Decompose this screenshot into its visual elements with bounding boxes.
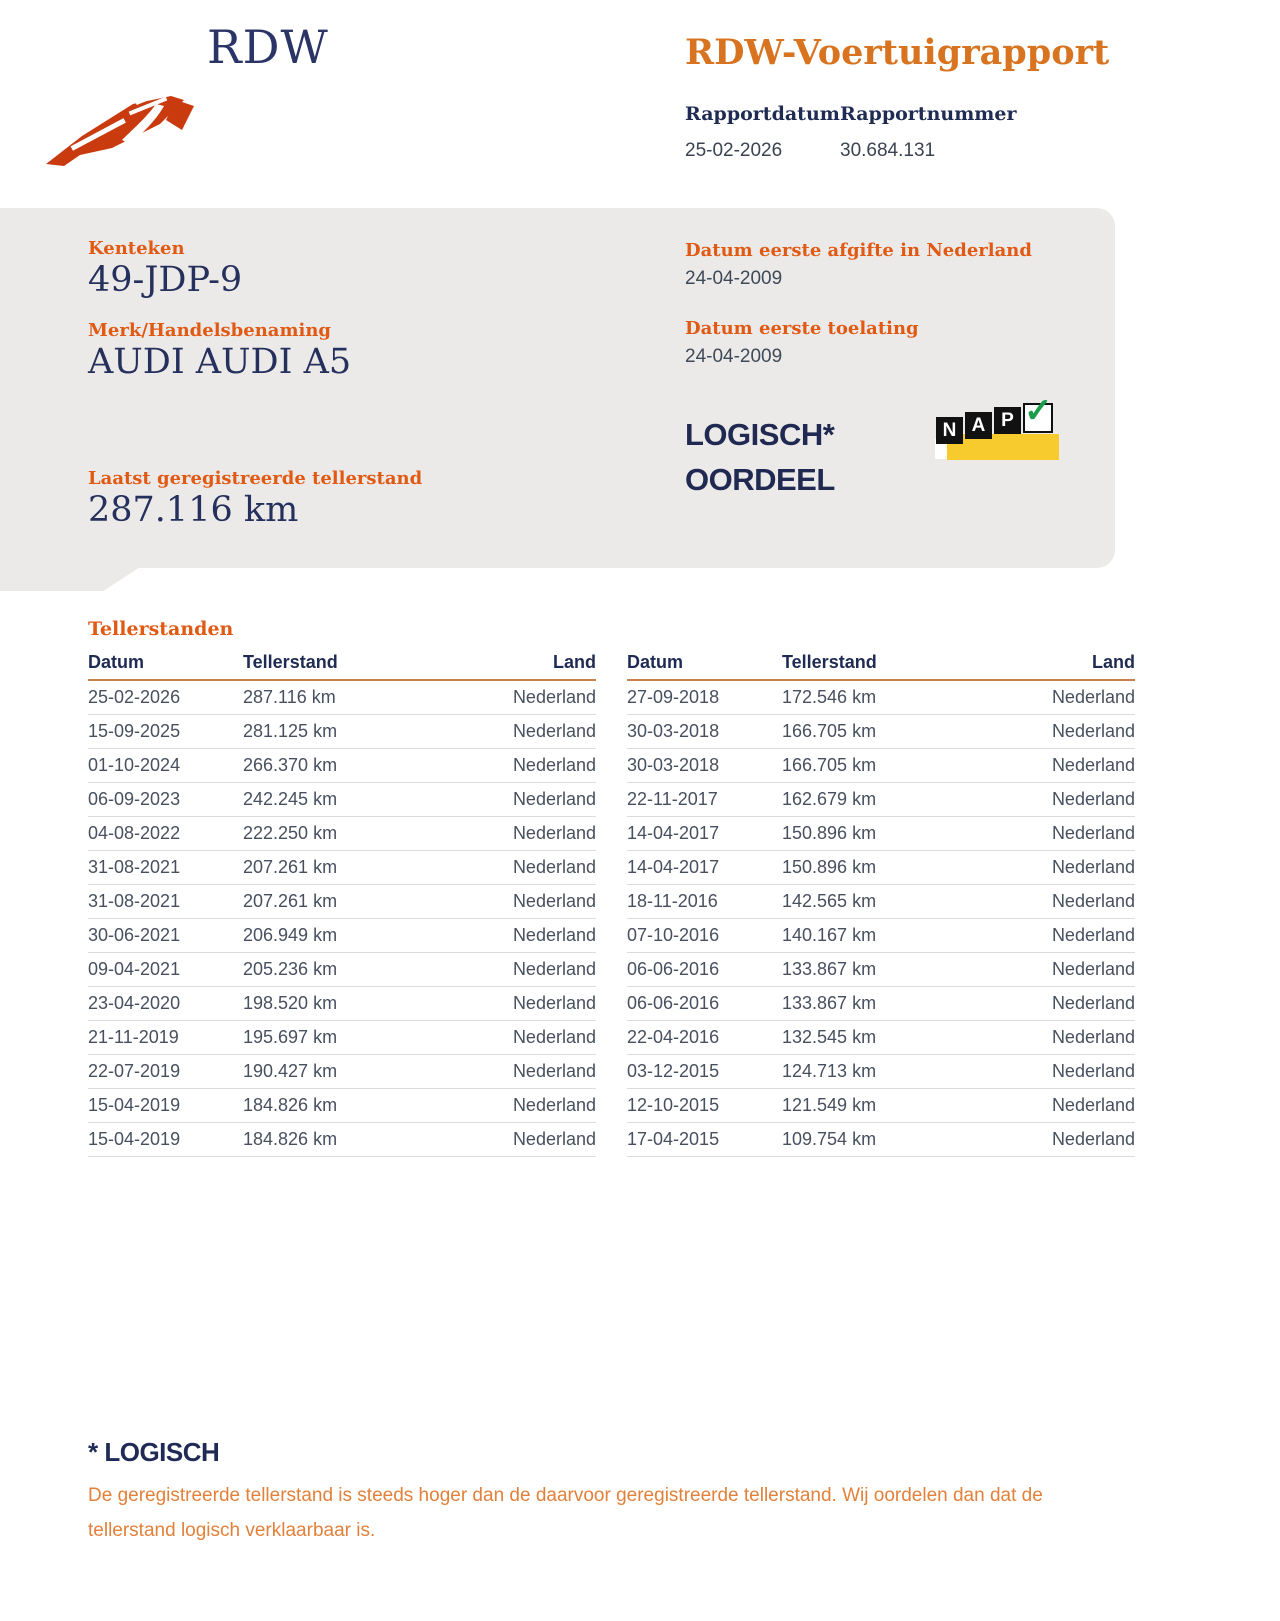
- col-header-tellerstand: Tellerstand: [243, 652, 338, 672]
- cell-datum: 03-12-2015: [627, 1061, 720, 1081]
- col-header-datum: Datum: [88, 652, 145, 672]
- cell-tellerstand: 184.826 km: [243, 1095, 338, 1115]
- nap-logo: [935, 392, 1060, 463]
- cell-land: Nederland: [512, 891, 596, 911]
- page-title: RDW-Voertuigrapport: [685, 32, 1110, 73]
- col-header-datum: Datum: [627, 652, 684, 672]
- table-row: [627, 681, 1135, 715]
- cell-land: Nederland: [1051, 755, 1135, 775]
- cell-datum: 01-10-2024: [88, 755, 181, 775]
- cell-datum: 22-04-2016: [627, 1027, 720, 1047]
- cell-land: Nederland: [512, 857, 596, 877]
- cell-land: Nederland: [512, 755, 596, 775]
- table-row: [627, 919, 1135, 953]
- table-row: [88, 783, 596, 817]
- table-row: [627, 1021, 1135, 1055]
- table-row: [627, 851, 1135, 885]
- cell-datum: 14-04-2017: [627, 823, 720, 843]
- table-row: [627, 817, 1135, 851]
- cell-tellerstand: 195.697 km: [243, 1027, 338, 1047]
- cell-land: Nederland: [1051, 789, 1135, 809]
- cell-datum: 06-06-2016: [627, 959, 720, 979]
- table-row: [88, 681, 596, 715]
- footnote-title: * LOGISCH: [88, 1437, 220, 1467]
- tellerstand-label: Laatst geregistreerde tellerstand: [88, 468, 423, 489]
- nap-tile-n: N: [936, 417, 963, 444]
- cell-tellerstand: 121.549 km: [782, 1095, 877, 1115]
- cell-land: Nederland: [1051, 925, 1135, 945]
- cell-land: Nederland: [512, 721, 596, 741]
- tellerstanden-table-right: [627, 652, 1135, 1157]
- cell-datum: 22-07-2019: [88, 1061, 181, 1081]
- footnote-text: De geregistreerde tellerstand is steeds hoger dan de daarvoor geregistreerde tellerstand. Wij oordelen dan dat de tellerstand logisch verklaarbaar is.: [88, 1485, 1043, 1541]
- cell-datum: 06-06-2016: [627, 993, 720, 1013]
- afgifte-value: 24-04-2009: [685, 268, 783, 289]
- cell-tellerstand: 207.261 km: [243, 857, 338, 877]
- col-header-land: Land: [1092, 652, 1135, 672]
- table-row: [627, 1089, 1135, 1123]
- cell-tellerstand: 222.250 km: [243, 823, 338, 843]
- table-row: [88, 953, 596, 987]
- check-icon: ✓: [1024, 392, 1053, 430]
- report-number-label: Rapportnummer: [840, 103, 1017, 125]
- table-row: [88, 919, 596, 953]
- cell-tellerstand: 166.705 km: [782, 755, 877, 775]
- cell-datum: 06-09-2023: [88, 789, 181, 809]
- cell-datum: 04-08-2022: [88, 823, 181, 843]
- table-row: [627, 987, 1135, 1021]
- toelating-value: 24-04-2009: [685, 346, 783, 367]
- cell-tellerstand: 205.236 km: [243, 959, 338, 979]
- cell-datum: 21-11-2019: [88, 1027, 179, 1047]
- cell-datum: 30-03-2018: [627, 721, 720, 741]
- verdict-value: LOGISCH*: [685, 417, 835, 452]
- afgifte-label: Datum eerste afgifte in Nederland: [685, 240, 1032, 261]
- cell-tellerstand: 132.545 km: [782, 1027, 877, 1047]
- table-row: [88, 1055, 596, 1089]
- cell-tellerstand: 242.245 km: [243, 789, 338, 809]
- cell-land: Nederland: [512, 1061, 596, 1081]
- table-row: [627, 715, 1135, 749]
- cell-tellerstand: 166.705 km: [782, 721, 877, 741]
- cell-land: Nederland: [512, 687, 596, 707]
- cell-tellerstand: 190.427 km: [243, 1061, 338, 1081]
- cell-land: Nederland: [512, 925, 596, 945]
- tellerstanden-table-left: [88, 652, 596, 1157]
- cell-land: Nederland: [1051, 823, 1135, 843]
- cell-tellerstand: 109.754 km: [782, 1129, 877, 1149]
- table-row: [627, 783, 1135, 817]
- cell-land: Nederland: [512, 993, 596, 1013]
- cell-land: Nederland: [1051, 1061, 1135, 1081]
- cell-land: Nederland: [1051, 857, 1135, 877]
- cell-land: Nederland: [1051, 687, 1135, 707]
- col-header-land: Land: [553, 652, 596, 672]
- report-date-label: Rapportdatum: [685, 103, 840, 125]
- cell-land: Nederland: [1051, 959, 1135, 979]
- cell-tellerstand: 281.125 km: [243, 721, 338, 741]
- cell-datum: 22-11-2017: [627, 789, 718, 809]
- cell-land: Nederland: [1051, 1095, 1135, 1115]
- cell-tellerstand: 266.370 km: [243, 755, 338, 775]
- nap-yellow-bar: [947, 434, 1059, 460]
- cell-tellerstand: 287.116 km: [243, 687, 336, 707]
- cell-tellerstand: 162.679 km: [782, 789, 877, 809]
- cell-land: Nederland: [1051, 993, 1135, 1013]
- cell-datum: 25-02-2026: [88, 687, 181, 707]
- cell-tellerstand: 184.826 km: [243, 1129, 338, 1149]
- table-row: [88, 885, 596, 919]
- table-row: [627, 1055, 1135, 1089]
- table-row: [627, 885, 1135, 919]
- table-row: [88, 817, 596, 851]
- cell-tellerstand: 198.520 km: [243, 993, 338, 1013]
- kenteken-label: Kenteken: [88, 238, 185, 259]
- table-row: [88, 749, 596, 783]
- cell-land: Nederland: [1051, 891, 1135, 911]
- report-number-value: 30.684.131: [840, 140, 936, 161]
- cell-datum: 07-10-2016: [627, 925, 720, 945]
- merk-label: Merk/Handelsbenaming: [88, 320, 332, 341]
- table-row: [627, 1123, 1135, 1157]
- cell-tellerstand: 133.867 km: [782, 993, 877, 1013]
- table-row: [627, 953, 1135, 987]
- table-row: [88, 1021, 596, 1055]
- cell-datum: 15-09-2025: [88, 721, 181, 741]
- tellerstand-value: 287.116 km: [88, 490, 299, 530]
- cell-datum: 30-03-2018: [627, 755, 720, 775]
- rdw-flag-icon: [38, 48, 198, 168]
- cell-tellerstand: 172.546 km: [782, 687, 877, 707]
- table-row: [88, 987, 596, 1021]
- cell-datum: 30-06-2021: [88, 925, 181, 945]
- cell-tellerstand: 207.261 km: [243, 891, 338, 911]
- cell-tellerstand: 150.896 km: [782, 857, 877, 877]
- table-header-row: [88, 652, 596, 681]
- cell-land: Nederland: [512, 959, 596, 979]
- summary-panel-tab: [0, 567, 140, 591]
- cell-tellerstand: 142.565 km: [782, 891, 877, 911]
- table-row: [88, 1089, 596, 1123]
- cell-tellerstand: 150.896 km: [782, 823, 877, 843]
- cell-datum: 31-08-2021: [88, 857, 181, 877]
- cell-datum: 31-08-2021: [88, 891, 181, 911]
- merk-value: AUDI AUDI A5: [88, 342, 352, 382]
- kenteken-value: 49-JDP-9: [88, 260, 243, 300]
- report-date-value: 25-02-2026: [685, 140, 783, 161]
- table-header-row: [627, 652, 1135, 681]
- cell-datum: 14-04-2017: [627, 857, 720, 877]
- cell-land: Nederland: [1051, 1129, 1135, 1149]
- cell-land: Nederland: [512, 1027, 596, 1047]
- cell-datum: 18-11-2016: [627, 891, 718, 911]
- toelating-label: Datum eerste toelating: [685, 318, 919, 339]
- cell-datum: 12-10-2015: [627, 1095, 720, 1115]
- cell-datum: 23-04-2020: [88, 993, 181, 1013]
- rdw-logo-text: RDW: [207, 20, 329, 74]
- table-row: [88, 1123, 596, 1157]
- table-row: [88, 851, 596, 885]
- cell-datum: 17-04-2015: [627, 1129, 720, 1149]
- cell-datum: 15-04-2019: [88, 1129, 181, 1149]
- cell-land: Nederland: [512, 823, 596, 843]
- cell-tellerstand: 133.867 km: [782, 959, 877, 979]
- col-header-tellerstand: Tellerstand: [782, 652, 877, 672]
- cell-land: Nederland: [1051, 1027, 1135, 1047]
- verdict-label: OORDEEL: [685, 462, 835, 497]
- cell-land: Nederland: [1051, 721, 1135, 741]
- tellerstanden-section-title: Tellerstanden: [88, 618, 234, 640]
- verdict-block: [685, 412, 835, 502]
- table-row: [627, 749, 1135, 783]
- cell-land: Nederland: [512, 789, 596, 809]
- cell-datum: 09-04-2021: [88, 959, 181, 979]
- nap-tile-p: P: [994, 407, 1021, 434]
- cell-datum: 27-09-2018: [627, 687, 720, 707]
- nap-tile-a: A: [965, 412, 992, 439]
- cell-datum: 15-04-2019: [88, 1095, 181, 1115]
- table-row: [88, 715, 596, 749]
- cell-land: Nederland: [512, 1095, 596, 1115]
- cell-tellerstand: 206.949 km: [243, 925, 338, 945]
- cell-tellerstand: 124.713 km: [782, 1061, 877, 1081]
- cell-tellerstand: 140.167 km: [782, 925, 877, 945]
- cell-land: Nederland: [512, 1129, 596, 1149]
